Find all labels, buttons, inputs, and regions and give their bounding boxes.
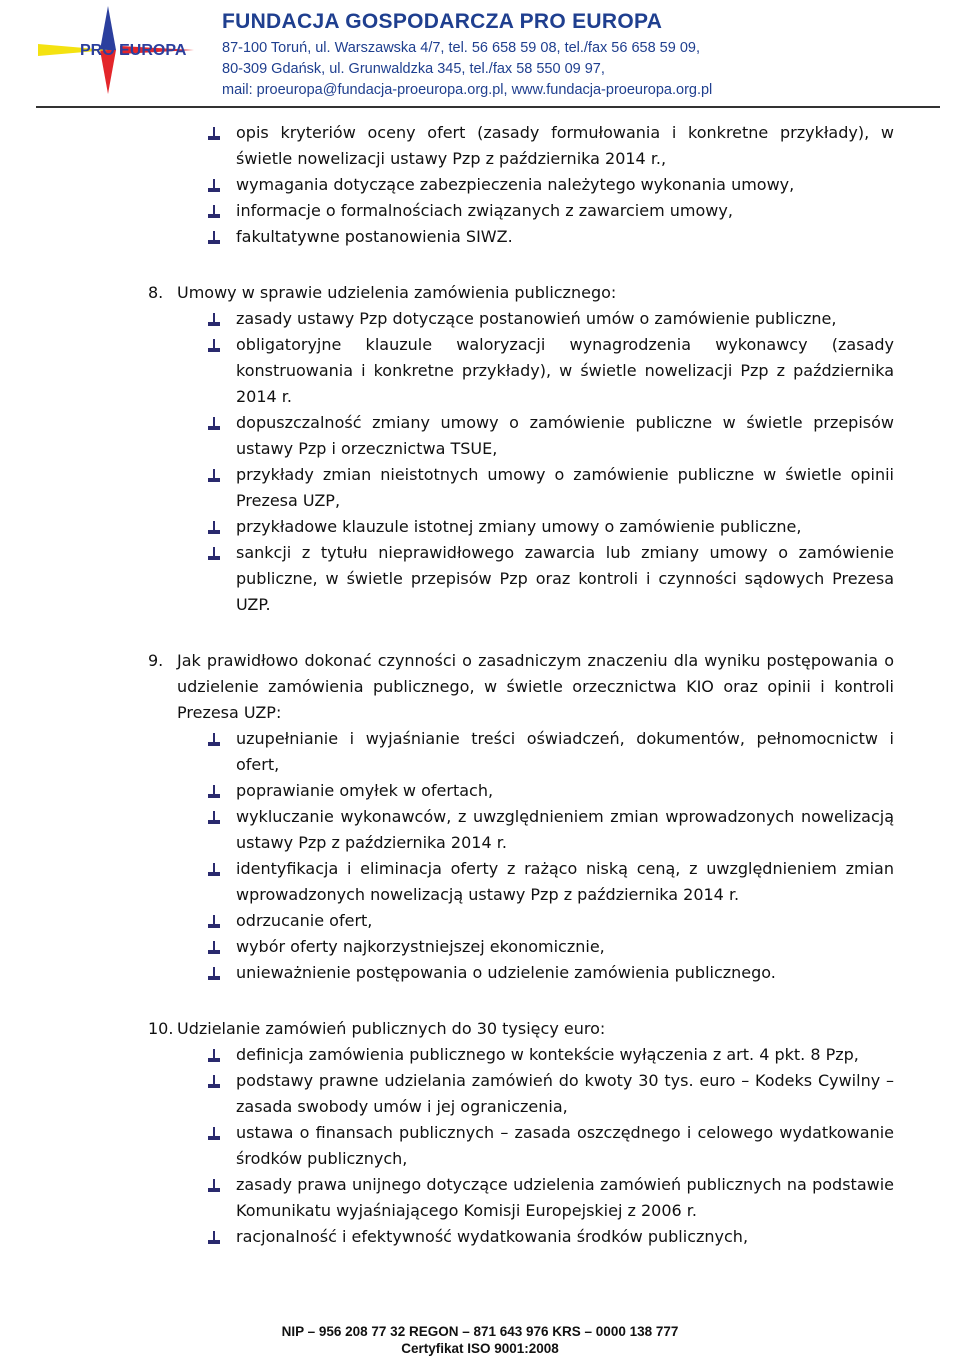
list-item (236, 514, 894, 540)
section-8 (0, 280, 960, 618)
section-title: Udzielanie zamówień publicznych do 30 tysięcy euro: (177, 1019, 606, 1038)
list-item-text: informacje o formalnościach związanych z zawarciem umowy, (236, 201, 733, 220)
list-item (236, 120, 894, 172)
list-item (236, 462, 894, 514)
section-number: 8. (148, 283, 164, 302)
list-item (236, 1042, 894, 1068)
section-title: Jak prawidłowo dokonać czynności o zasadniczym znaczeniu dla wyniku postępowania o udzielenie zamówienia publicznego, w świetle orzecznictwa KIO oraz opinii i kontroli Prezesa UZP: (177, 651, 894, 722)
bullet-icon (208, 179, 220, 193)
list-item-text: przykładowe klauzule istotnej zmiany umowy o zamówienie publiczne, (236, 517, 802, 536)
section-list (0, 1042, 960, 1250)
company-registration-numbers: NIP – 956 208 77 32 REGON – 871 643 976 KRS – 0000 138 777 (281, 1324, 679, 1339)
section-10 (0, 1016, 960, 1250)
list-item (236, 172, 894, 198)
list-item (236, 856, 894, 908)
bullet-icon (208, 915, 220, 929)
list-item-text: fakultatywne postanowienia SIWZ. (236, 227, 513, 246)
section-list (0, 306, 960, 618)
footer (0, 1323, 960, 1357)
section-list (0, 726, 960, 986)
list-item (236, 908, 894, 934)
section-number: 9. (148, 651, 164, 670)
list-item (236, 224, 894, 250)
bullet-icon (208, 127, 220, 141)
list-item-text: definicja zamówienia publicznego w kontekście wyłączenia z art. 4 pkt. 8 Pzp, (236, 1045, 859, 1064)
address-gdansk: 80-309 Gdańsk, ul. Grunwaldzka 345, tel./fax 58 550 09 97, (222, 61, 605, 77)
contact-email-web: mail: proeuropa@fundacja-proeuropa.org.pl, www.fundacja-proeuropa.org.pl (222, 82, 713, 98)
bullet-icon (208, 941, 220, 955)
list-item (236, 198, 894, 224)
list-item (236, 934, 894, 960)
bullet-icon (208, 811, 220, 825)
iso-certificate: Certyfikat ISO 9001:2008 (401, 1341, 559, 1356)
intro-list (0, 120, 960, 250)
list-item-text: zasady prawa unijnego dotyczące udzielenia zamówień publicznych na podstawie Komunikatu wyjaśniającego Komisji Europejskiej z 2006 r. (236, 1175, 894, 1220)
list-item-text: wymagania dotyczące zabezpieczenia należytego wykonania umowy, (236, 175, 795, 194)
list-item (236, 804, 894, 856)
list-item-text: odrzucanie ofert, (236, 911, 373, 930)
list-item (236, 778, 894, 804)
bullet-icon (208, 863, 220, 877)
list-item-text: opis kryteriów oceny ofert (zasady formułowania i konkretne przykłady), w świetle nowelizacji ustawy Pzp z października 2014 r., (236, 123, 894, 168)
list-item-text: uzupełnianie i wyjaśnianie treści oświadczeń, dokumentów, pełnomocnictw i ofert, (236, 729, 894, 774)
list-item-text: zasady ustawy Pzp dotyczące postanowień umów o zamówienie publiczne, (236, 309, 837, 328)
bullet-icon (208, 1231, 220, 1245)
bullet-icon (208, 521, 220, 535)
bullet-icon (208, 1049, 220, 1063)
section-number: 10. (148, 1019, 174, 1038)
list-item (236, 960, 894, 986)
bullet-icon (208, 733, 220, 747)
bullet-icon (208, 339, 220, 353)
bullet-icon (208, 1075, 220, 1089)
list-item-text: wybór oferty najkorzystniejszej ekonomicznie, (236, 937, 605, 956)
svg-text:PRO EUROPA: PRO EUROPA (80, 42, 187, 59)
list-item-text: racjonalność i efektywność wydatkowania środków publicznych, (236, 1227, 749, 1246)
bullet-icon (208, 967, 220, 981)
list-item (236, 1120, 894, 1172)
list-item-text: ustawa o finansach publicznych – zasada oszczędnego i celowego wydatkowanie środków publicznych, (236, 1123, 894, 1168)
list-item (236, 1224, 894, 1250)
bullet-icon (208, 547, 220, 561)
list-item (236, 726, 894, 778)
bullet-icon (208, 785, 220, 799)
section-title: Umowy w sprawie udzielenia zamówienia publicznego: (177, 283, 617, 302)
header-divider (36, 106, 940, 108)
bullet-icon (208, 231, 220, 245)
address-torun: 87-100 Toruń, ul. Warszawska 4/7, tel. 56 658 59 08, tel./fax 56 658 59 09, (222, 40, 700, 56)
list-item-text: przykłady zmian nieistotnych umowy o zamówienie publiczne w świetle opinii Prezesa UZP, (236, 465, 894, 510)
list-item-text: sankcji z tytułu nieprawidłowego zawarcia lub zmiany umowy o zamówienie publiczne, w świetle przepisów Pzp oraz kontroli i czynności sądowych Prezesa UZP. (236, 543, 894, 614)
list-item-text: identyfikacja i eliminacja oferty z rażąco niską ceną, z uwzględnieniem zmian wprowadzonych nowelizacją ustawy Pzp z października 2014 r. (236, 859, 894, 904)
list-item (236, 332, 894, 410)
list-item (236, 1172, 894, 1224)
pro-europa-logo (36, 4, 196, 96)
bullet-icon (208, 1127, 220, 1141)
list-item-text: unieważnienie postępowania o udzielenie zamówienia publicznego. (236, 963, 776, 982)
list-item (236, 306, 894, 332)
list-item (236, 540, 894, 618)
intro-list-block (0, 120, 960, 250)
bullet-icon (208, 313, 220, 327)
bullet-icon (208, 1179, 220, 1193)
list-item (236, 410, 894, 462)
letterhead (0, 0, 960, 108)
list-item-text: obligatoryjne klauzule waloryzacji wynagrodzenia wykonawcy (zasady konstruowania i konkretne przykłady), w świetle nowelizacji Pzp z października 2014 r. (236, 335, 894, 406)
list-item-text: dopuszczalność zmiany umowy o zamówienie publiczne w świetle przepisów ustawy Pzp i orzecznictwa TSUE, (236, 413, 894, 458)
section-9 (0, 648, 960, 986)
list-item (236, 1068, 894, 1120)
list-item-text: podstawy prawne udzielania zamówień do kwoty 30 tys. euro – Kodeks Cywilny – zasada swobody umów i jej ograniczenia, (236, 1071, 894, 1116)
bullet-icon (208, 205, 220, 219)
list-item-text: poprawianie omyłek w ofertach, (236, 781, 494, 800)
list-item-text: wykluczanie wykonawców, z uwzględnieniem zmian wprowadzonych nowelizacją ustawy Pzp z października 2014 r. (236, 807, 894, 852)
bullet-icon (208, 469, 220, 483)
document-body (0, 120, 960, 1250)
bullet-icon (208, 417, 220, 431)
organization-name: FUNDACJA GOSPODARCZA PRO EUROPA (222, 10, 663, 33)
